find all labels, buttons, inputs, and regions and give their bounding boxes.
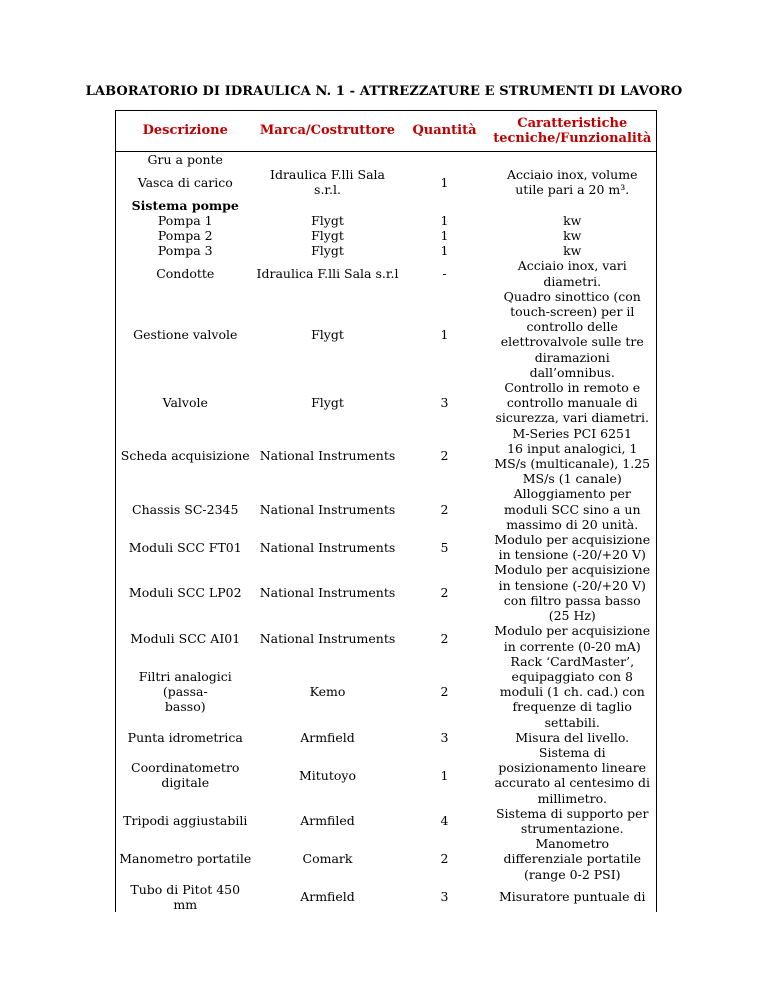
cell-marca: Comark xyxy=(302,851,353,867)
cell-caratteristiche: Alloggiamento per moduli SCC sino a un massimo di 20 unità. xyxy=(489,486,657,532)
cell-descrizione: Chassis SC-2345 xyxy=(116,486,255,532)
cell-caratteristiche: Misuratore puntuale di xyxy=(489,882,657,912)
cell-marca: Armfield xyxy=(300,729,355,745)
cell-marca: Armfiled xyxy=(300,813,355,829)
cell-caratteristiche: Sistema di posizionamento lineare accurato al centesimo di millimetro. xyxy=(489,745,657,806)
table-row xyxy=(116,806,657,836)
cell-quantita: 3 xyxy=(440,395,449,411)
cell-quantita: - xyxy=(442,266,447,282)
cell-caratteristiche: Modulo per acquisizione in corrente (0-20 mA) xyxy=(489,623,657,653)
table-row xyxy=(116,198,657,259)
cell-marca: National Instruments xyxy=(259,539,396,555)
table-row xyxy=(116,730,657,745)
cell-descrizione: Gestione valvole xyxy=(116,289,255,380)
cell-descrizione: Filtri analogici (passa- basso) xyxy=(116,654,255,730)
cell-marca: Mitutoyo xyxy=(298,767,356,783)
cell-marca xyxy=(255,152,401,168)
table-row xyxy=(116,152,657,168)
cell-marca: Flygt Flygt Flygt xyxy=(311,212,344,259)
cell-marca: Flygt xyxy=(311,326,344,342)
cell-caratteristiche: Modulo per acquisizione in tensione (-20/+20 V) xyxy=(489,532,657,562)
table-row xyxy=(116,654,657,730)
cell-quantita: 2 xyxy=(440,851,449,867)
cell-caratteristiche: Acciaio inox, vari diametri. xyxy=(489,258,657,288)
cell-marca: National Instruments xyxy=(259,630,396,646)
cell-quantita: 1 1 1 xyxy=(440,212,449,259)
table-row xyxy=(116,745,657,806)
cell-quantita: 1 xyxy=(440,767,449,783)
cell-descrizione: Punta idrometrica xyxy=(116,730,255,745)
cell-caratteristiche: Quadro sinottico (con touch-screen) per il controllo delle elettrovalvole sulle tre diramazioni dall’omnibus. xyxy=(489,289,657,380)
cell-descrizione: Moduli SCC FT01 xyxy=(116,532,255,562)
equipment-table xyxy=(115,110,657,912)
cell-descrizione: Valvole xyxy=(116,380,255,426)
table-row xyxy=(116,836,657,882)
table-header-row xyxy=(116,111,657,152)
table-row xyxy=(116,532,657,562)
cell-descrizione: Sistema pompe Pompa 1 Pompa 2 Pompa 3 xyxy=(116,198,255,259)
cell-caratteristiche: Controllo in remoto e controllo manuale di sicurezza, vari diametri. xyxy=(489,380,657,426)
cell-quantita: 1 xyxy=(440,326,449,342)
table-row xyxy=(116,258,657,288)
cell-descrizione: Coordinatometro digitale xyxy=(116,745,255,806)
table-row xyxy=(116,623,657,653)
cell-marca: National Instruments xyxy=(259,448,396,464)
cell-quantita: 5 xyxy=(440,539,449,555)
cell-caratteristiche xyxy=(489,152,657,168)
page-title: LABORATORIO DI IDRAULICA N. 1 - ATTREZZATURE E STRUMENTI DI LAVORO xyxy=(85,84,683,99)
cell-descrizione: Tubo di Pitot 450 mm xyxy=(116,882,255,912)
cell-caratteristiche: Sistema di supporto per strumentazione. xyxy=(489,806,657,836)
cell-caratteristiche: Acciaio inox, volume utile pari a 20 m³. xyxy=(489,167,657,197)
table-row xyxy=(116,426,657,487)
table-row xyxy=(116,380,657,426)
cell-marca: Flygt xyxy=(311,395,344,411)
cell-descrizione: Condotte xyxy=(116,258,255,288)
table-row xyxy=(116,289,657,380)
table-row xyxy=(116,167,657,197)
cell-quantita: 2 xyxy=(440,585,449,601)
cell-quantita: 2 xyxy=(440,501,449,517)
cell-quantita: 3 xyxy=(440,889,449,905)
cell-marca: Armfield xyxy=(300,889,355,905)
cell-caratteristiche: Modulo per acquisizione in tensione (-20/+20 V) con filtro passa basso (25 Hz) xyxy=(489,562,657,623)
header-caratteristiche: Caratteristiche tecniche/Funzionalità xyxy=(489,111,657,152)
cell-quantita: 2 xyxy=(440,448,449,464)
cell-descrizione: Moduli SCC LP02 xyxy=(116,562,255,623)
cell-quantita: 3 xyxy=(440,729,449,745)
table-row xyxy=(116,562,657,623)
cell-descrizione: Gru a ponte xyxy=(116,152,255,168)
table-row xyxy=(116,882,657,912)
cell-caratteristiche: Manometro differenziale portatile (range 0-2 PSI) xyxy=(489,836,657,882)
header-marca: Marca/Costruttore xyxy=(255,111,401,152)
cell-caratteristiche: Misura del livello. xyxy=(489,730,657,745)
table-row xyxy=(116,486,657,532)
cell-descrizione: Manometro portatile xyxy=(116,836,255,882)
cell-caratteristiche: M-Series PCI 6251 16 input analogici, 1 MS/s (multicanale), 1.25 MS/s (1 canale) xyxy=(489,426,657,487)
header-descrizione: Descrizione xyxy=(116,111,255,152)
cell-descrizione: Tripodi aggiustabili xyxy=(116,806,255,836)
cell-quantita: 2 xyxy=(440,630,449,646)
cell-marca: Idraulica F.lli Sala s.r.l xyxy=(256,266,399,282)
cell-marca: National Instruments xyxy=(259,585,396,601)
cell-quantita: 2 xyxy=(440,684,449,700)
cell-quantita xyxy=(401,152,489,168)
cell-descrizione: Scheda acquisizione xyxy=(116,426,255,487)
cell-marca: National Instruments xyxy=(259,501,396,517)
cell-marca: Idraulica F.lli Sala s.r.l. xyxy=(270,167,385,198)
cell-descrizione: Vasca di carico xyxy=(116,167,255,197)
cell-caratteristiche: Rack ‘CardMaster’, equipaggiato con 8 moduli (1 ch. cad.) con frequenze di taglio settabili. xyxy=(489,654,657,730)
cell-descrizione: Moduli SCC AI01 xyxy=(116,623,255,653)
header-quantita: Quantità xyxy=(401,111,489,152)
cell-marca: Kemo xyxy=(309,684,346,700)
cell-quantita: 4 xyxy=(440,813,449,829)
cell-quantita: 1 xyxy=(440,174,449,190)
cell-caratteristiche: kw kw kw xyxy=(489,198,657,259)
